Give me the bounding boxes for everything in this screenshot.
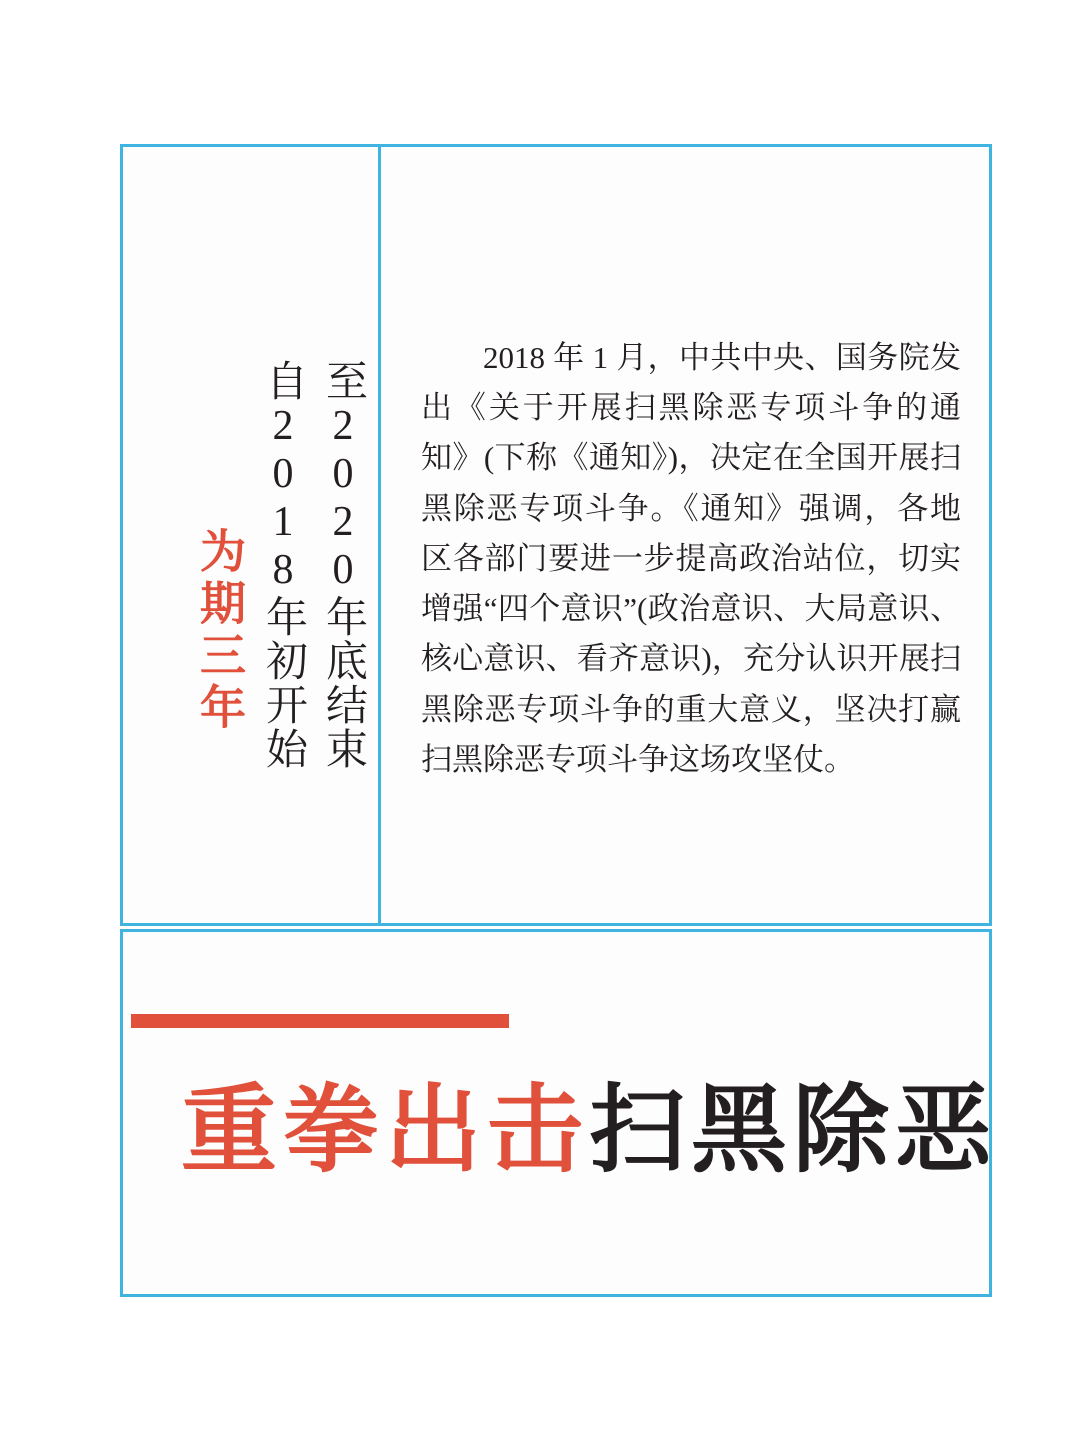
headline-part-outline: 除恶: [793, 1074, 997, 1186]
headline-part-dark: 扫黑: [589, 1074, 793, 1186]
headline-part-red: 重拳出击: [181, 1074, 589, 1186]
article-paragraph: 2018 年 1 月，中共中央、国务院发出《关于开展扫黑除恶专项斗争的通知》(下称《通知》)，决定在全国开展扫黑除恶专项斗争。《通知》强调，各地区各部门要进一步提高政治站位，切实增强“四个意识”(政治意识、大局意识、核心意识、看齐意识)，充分认识开展扫黑除恶专项斗争的重大意义，坚决打赢扫黑除恶专项斗争这场攻坚仗。: [421, 340, 961, 777]
vertical-caption-column: [123, 147, 381, 923]
bottom-headline-panel: [120, 929, 997, 1297]
top-content-panel: [120, 144, 992, 926]
vertical-line-end-date: 至2020年底结束: [320, 359, 366, 771]
vertical-line-duration: 为期三年: [194, 527, 245, 735]
red-rule-divider: [131, 1014, 509, 1028]
headline: [181, 1074, 997, 1186]
article-column: [381, 147, 989, 923]
vertical-line-start-date: 自2018年初开始: [260, 359, 306, 771]
